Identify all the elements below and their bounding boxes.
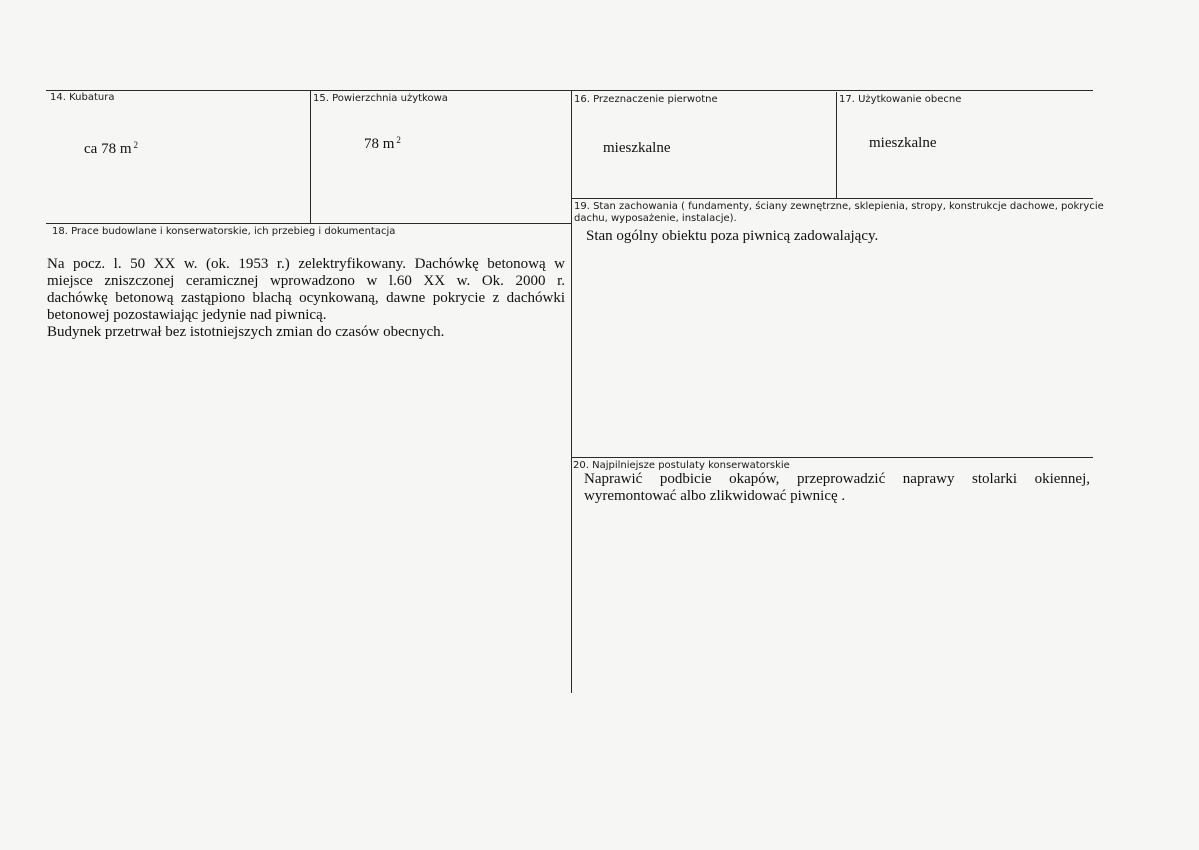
center-divider [571, 90, 572, 693]
uzytkowanie-value: mieszkalne [869, 135, 937, 151]
powierzchnia-unit-exponent: 2 [396, 135, 401, 145]
col-divider-14-15 [310, 90, 311, 223]
kubatura-unit-exponent: 2 [133, 140, 138, 150]
przeznaczenie-label: 16. Przeznaczenie pierwotne [574, 94, 718, 105]
stan-label-line2: dachu, wyposażenie, instalacje). [574, 213, 737, 224]
row-19-top-border [571, 198, 1093, 199]
row1-top-border [46, 90, 1093, 91]
powierzchnia-value [364, 136, 401, 153]
prace-line: dachówkę betonową zastąpiono blachą ocynkowaną, dawne pokrycie z dachówki [47, 290, 565, 306]
stan-value: Stan ogólny obiektu poza piwnicą zadowalający. [586, 228, 879, 244]
powierzchnia-label: 15. Powierzchnia użytkowa [313, 93, 448, 104]
col-divider-16-17 [836, 92, 837, 198]
prace-line: Budynek przetrwał bez istotniejszych zmian do czasów obecnych. [47, 324, 445, 340]
powierzchnia-value-text: 78 m [364, 136, 395, 152]
prace-label: 18. Prace budowlane i konserwatorskie, ich przebieg i dokumentacja [52, 226, 396, 237]
kubatura-label: 14. Kubatura [50, 92, 115, 103]
row-18-top-border [46, 223, 571, 224]
postulaty-line: Naprawić podbicie okapów, przeprowadzić naprawy stolarki okiennej, [584, 471, 1090, 487]
kubatura-value [84, 141, 138, 158]
postulaty-label: 20. Najpilniejsze postulaty konserwatorskie [573, 460, 790, 471]
postulaty-text [584, 471, 1090, 505]
prace-text [47, 256, 565, 341]
postulaty-line: wyremontować albo zlikwidować piwnicę . [584, 488, 846, 504]
stan-label-line1: 19. Stan zachowania ( fundamenty, ściany zewnętrzne, sklepienia, stropy, konstrukcje dachowe, pokrycie [574, 201, 1104, 212]
uzytkowanie-label: 17. Użytkowanie obecne [839, 94, 962, 105]
row-20-top-border [571, 457, 1093, 458]
przeznaczenie-value: mieszkalne [603, 140, 671, 156]
prace-line: betonowej pozostawiając jedynie nad piwnicą. [47, 307, 327, 323]
kubatura-value-text: ca 78 m [84, 141, 132, 157]
prace-line: Na pocz. l. 50 XX w. (ok. 1953 r.) zelektryfikowany. Dachówkę betonową w [47, 256, 565, 272]
prace-line: miejsce zniszczonej ceramicznej wprowadzono w l.60 XX w. Ok. 2000 r. [47, 273, 565, 289]
